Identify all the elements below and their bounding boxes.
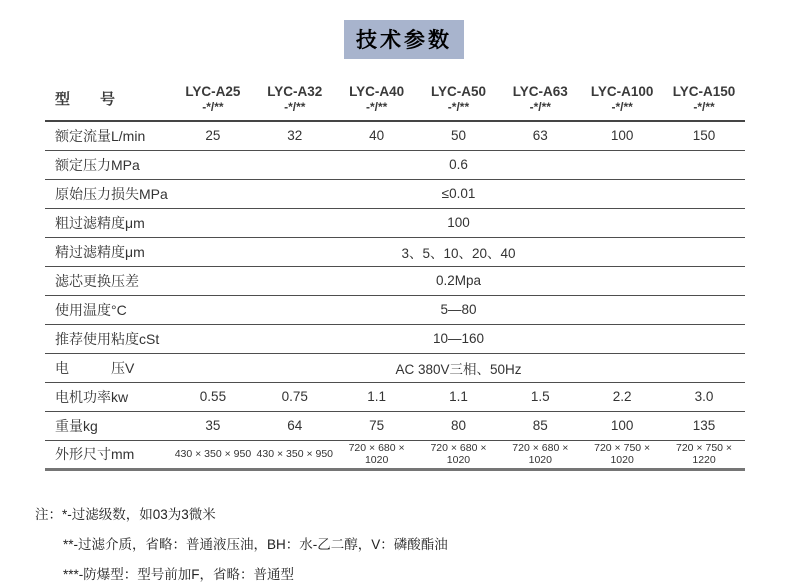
model-name: LYC-A40: [349, 84, 405, 99]
model-header: [418, 82, 500, 121]
table-row: [45, 150, 745, 179]
model-name: LYC-A25: [185, 84, 241, 99]
table-cell: 1.5: [499, 382, 581, 411]
table-row: [45, 208, 745, 237]
table-cell: 3.0: [663, 382, 745, 411]
model-header: [499, 82, 581, 121]
model-name: LYC-A32: [267, 84, 323, 99]
table-cell: 2.2: [581, 382, 663, 411]
table-cell: 64: [254, 411, 336, 440]
model-suffix: -*/**: [529, 100, 551, 114]
table-cell-merged: AC 380V三相、50Hz: [172, 353, 745, 382]
row-label: 电机功率kw: [45, 382, 172, 411]
table-cell: 63: [499, 121, 581, 150]
row-label: 精过滤精度μm: [45, 237, 172, 266]
row-label: 使用温度°C: [45, 295, 172, 324]
table-row: [45, 440, 745, 469]
notes-section: [35, 500, 790, 588]
row-label: 外形尺寸mm: [45, 440, 172, 469]
table-cell-merged: 100: [172, 208, 745, 237]
table-cell: 35: [172, 411, 254, 440]
table-row: [45, 411, 745, 440]
model-name: LYC-A63: [512, 84, 568, 99]
row-label: 重量kg: [45, 411, 172, 440]
table-row: [45, 121, 745, 150]
table-cell: 1.1: [418, 382, 500, 411]
table-row: [45, 353, 745, 382]
table-cell: 430 × 350 × 950: [172, 440, 254, 469]
note-line: [35, 500, 790, 530]
model-suffix: -*/**: [202, 100, 224, 114]
model-name: LYC-A100: [590, 84, 654, 99]
table-cell: 40: [336, 121, 418, 150]
table-cell: 25: [172, 121, 254, 150]
table-row: [45, 382, 745, 411]
model-suffix: -*/**: [693, 100, 715, 114]
note-line: [35, 530, 790, 560]
row-label: 额定流量L/min: [45, 121, 172, 150]
table-cell: 0.55: [172, 382, 254, 411]
note-text: **-过滤介质，省略：普通液压油，BH：水-乙二醇，V：磷酸酯油: [63, 536, 448, 552]
header-row: [45, 82, 745, 121]
model-suffix: -*/**: [365, 100, 388, 114]
model-header: [663, 82, 745, 121]
model-suffix: -*/**: [284, 100, 306, 114]
model-name: LYC-A150: [672, 84, 736, 99]
row-label: 原始压力损失MPa: [45, 179, 172, 208]
table-cell-merged: 3、5、10、20、40: [172, 237, 745, 266]
model-suffix: -*/**: [447, 100, 470, 114]
table-row: [45, 324, 745, 353]
model-name: LYC-A50: [430, 84, 486, 99]
row-label: 电 压V: [45, 353, 172, 382]
table-cell: 150: [663, 121, 745, 150]
table-cell-merged: ≤0.01: [172, 179, 745, 208]
model-header: [172, 82, 254, 121]
table-cell-merged: 0.6: [172, 150, 745, 179]
table-cell: 720 × 750 × 1020: [581, 440, 663, 469]
table-cell: 100: [581, 411, 663, 440]
table-cell: 720 × 680 × 1020: [499, 440, 581, 469]
model-header: [336, 82, 418, 121]
table-cell: 75: [336, 411, 418, 440]
table-row: [45, 237, 745, 266]
row-label: 推荐使用粘度cSt: [45, 324, 172, 353]
table-cell: 720 × 680 × 1020: [418, 440, 500, 469]
table-row: [45, 179, 745, 208]
table-row: [45, 295, 745, 324]
model-suffix: -*/**: [611, 100, 633, 114]
table-cell: 100: [581, 121, 663, 150]
table-cell: 430 × 350 × 950: [254, 440, 336, 469]
note-text: ***-防爆型：型号前加F，省略：普通型: [63, 566, 295, 582]
table-cell: 720 × 750 × 1220: [663, 440, 745, 469]
table-cell: 85: [499, 411, 581, 440]
page-title: 技术参数: [344, 20, 464, 59]
title-bar: [0, 0, 790, 59]
table-cell: 0.75: [254, 382, 336, 411]
table-cell: 720 × 680 × 1020: [336, 440, 418, 469]
row-label: 粗过滤精度μm: [45, 208, 172, 237]
table-cell: 80: [418, 411, 500, 440]
table-cell-merged: 10—160: [172, 324, 745, 353]
spec-table: [45, 82, 745, 471]
note-line: [35, 560, 790, 588]
row-label: 滤芯更换压差: [45, 266, 172, 295]
model-header: [581, 82, 663, 121]
table-cell: 135: [663, 411, 745, 440]
table-row: [45, 266, 745, 295]
note-text: *-过滤级数，如03为3微米: [62, 506, 216, 522]
table-cell: 50: [418, 121, 500, 150]
table-cell: 32: [254, 121, 336, 150]
row-label: 额定压力MPa: [45, 150, 172, 179]
note-prefix: 注：: [35, 506, 62, 522]
table-cell-merged: 5—80: [172, 295, 745, 324]
table-cell-merged: 0.2Mpa: [172, 266, 745, 295]
table-cell: 1.1: [336, 382, 418, 411]
model-header: [254, 82, 336, 121]
model-column-label: 型 号: [45, 82, 172, 121]
